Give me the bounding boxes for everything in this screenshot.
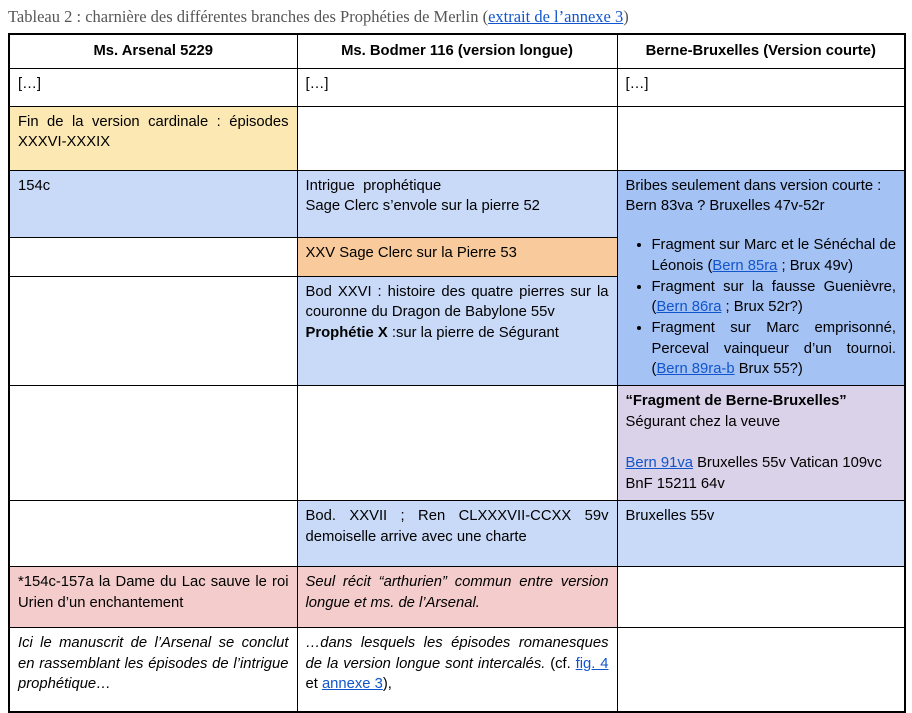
- header-berne-bruxelles: Berne-Bruxelles (Version courte): [617, 34, 905, 68]
- fragment-bb-title: “Fragment de Berne-Bruxelles”: [625, 393, 847, 410]
- cell-arsenal-empty-4: [9, 500, 297, 566]
- caption-text: Tableau 2 : charnière des différentes branches des Prophéties de Merlin (: [8, 7, 489, 26]
- cell-arsenal-154c: 154c: [9, 170, 297, 237]
- fig-4-link[interactable]: fig. 4: [575, 655, 609, 672]
- cell-berne-empty-1: [617, 106, 905, 170]
- row-dame-du-lac: [9, 566, 905, 627]
- fragment-fausse-guenievre: • Fragment sur la fausse Guenièvre, (Bern 86ra ; Brux 52r?): [652, 277, 897, 318]
- bern-91va-link[interactable]: Bern 91va: [625, 455, 693, 472]
- fragment-bb-subtitle: Ségurant chez la veuve: [625, 413, 781, 430]
- table-caption: [8, 7, 912, 27]
- cell-bod-xxvii: Bod. XXVII ; Ren CLXXXVII-CCXX 59v demoiselle arrive avec une charte: [297, 500, 617, 566]
- cell-arsenal-empty-2: [9, 276, 297, 385]
- bern-86ra-link[interactable]: Bern 86ra: [656, 299, 722, 316]
- intercales-italic: …dans lesquels les épisodes romanesques de la version longue sont intercalés.: [305, 634, 609, 672]
- cell-fin-version-cardinale: Fin de la version cardinale : épisodes XXXVI-XXXIX: [9, 106, 297, 170]
- prophetie-x-label: Prophétie X: [305, 325, 388, 342]
- fragment-bb-refs: Bern 91va Bruxelles 55v Vatican 109vc BnF 15211 64v: [625, 455, 882, 493]
- row-bod-xxvii: [9, 500, 905, 566]
- bern-85ra-link[interactable]: Bern 85ra: [712, 257, 778, 274]
- row-fin-version-cardinale: [9, 106, 905, 170]
- cell-bodmer-empty-1: [297, 106, 617, 170]
- fragment-marc-senechal: • Fragment sur Marc et le Sénéchal de Léonois (Bern 85ra ; Brux 49v): [652, 235, 897, 276]
- cell-berne-empty-2: [617, 566, 905, 627]
- row-fragment-berne-bruxelles: [9, 386, 905, 501]
- cell-xxv-sage-clerc: XXV Sage Clerc sur la Pierre 53: [297, 237, 617, 276]
- cell-arsenal-empty-3: [9, 386, 297, 501]
- header-bodmer: Ms. Bodmer 116 (version longue): [297, 34, 617, 68]
- intrigue-line-1: Intrigue prophétique: [305, 177, 442, 194]
- cell-fragment-berne-bruxelles: [617, 386, 905, 501]
- cell-seul-recit: Seul récit “arthurien” commun entre version longue et ms. de l’Arsenal.: [297, 566, 617, 627]
- header-row: [9, 34, 905, 68]
- merlin-branches-table: [8, 33, 906, 713]
- cell-bodmer-empty-2: [297, 386, 617, 501]
- fragments-list: [626, 235, 897, 380]
- annexe-3-extract-link[interactable]: extrait de l’annexe 3: [488, 7, 624, 26]
- cell-berne-empty-3: [617, 627, 905, 712]
- row-154c: [9, 170, 905, 237]
- bribes-text: Bribes seulement dans version courte : Bern 83va ? Bruxelles 47v-52r: [625, 177, 882, 215]
- bod-xxvi-text: Bod XXVI : histoire des quatre pierres sur la couronne du Dragon de Babylone 55v: [305, 283, 609, 321]
- cell-arsenal-empty-1: [9, 237, 297, 276]
- cell-bodmer-ellipsis: […]: [297, 68, 617, 106]
- cell-arsenal-conclusion: Ici le manuscrit de l’Arsenal se conclut en rassemblant les épisodes de l’intrigue prophétique…: [9, 627, 297, 712]
- cell-bribes-version-courte: [617, 170, 905, 385]
- cell-bod-xxvi: [297, 276, 617, 385]
- blank-line: [626, 432, 897, 453]
- cell-berne-ellipsis: […]: [617, 68, 905, 106]
- row-conclusion: [9, 627, 905, 712]
- annexe-3-link[interactable]: annexe 3: [321, 676, 383, 693]
- header-arsenal: Ms. Arsenal 5229: [9, 34, 297, 68]
- fragment-marc-emprisonne: • Fragment sur Marc emprisonné, Perceval vainqueur d’un tournoi. (Bern 89ra-b Brux 55?): [652, 318, 897, 380]
- bern-89ra-b-link[interactable]: Bern 89ra-b: [656, 361, 735, 378]
- cell-dame-du-lac: *154c-157a la Dame du Lac sauve le roi Urien d’un enchantement: [9, 566, 297, 627]
- intrigue-line-2: Sage Clerc s’envole sur la pierre 52: [305, 198, 540, 215]
- cell-intrigue-prophetique: [297, 170, 617, 237]
- row-ellipsis: [9, 68, 905, 106]
- cell-intercales: …dans lesquels les épisodes romanesques de la version longue sont intercalés. (cf. fig. 4 et annexe 3),: [297, 627, 617, 712]
- cell-bruxelles-55v: Bruxelles 55v: [617, 500, 905, 566]
- prophetie-x-line: Prophétie X :sur la pierre de Ségurant: [305, 325, 559, 342]
- cell-arsenal-ellipsis: […]: [9, 68, 297, 106]
- caption-suffix: ): [623, 7, 629, 26]
